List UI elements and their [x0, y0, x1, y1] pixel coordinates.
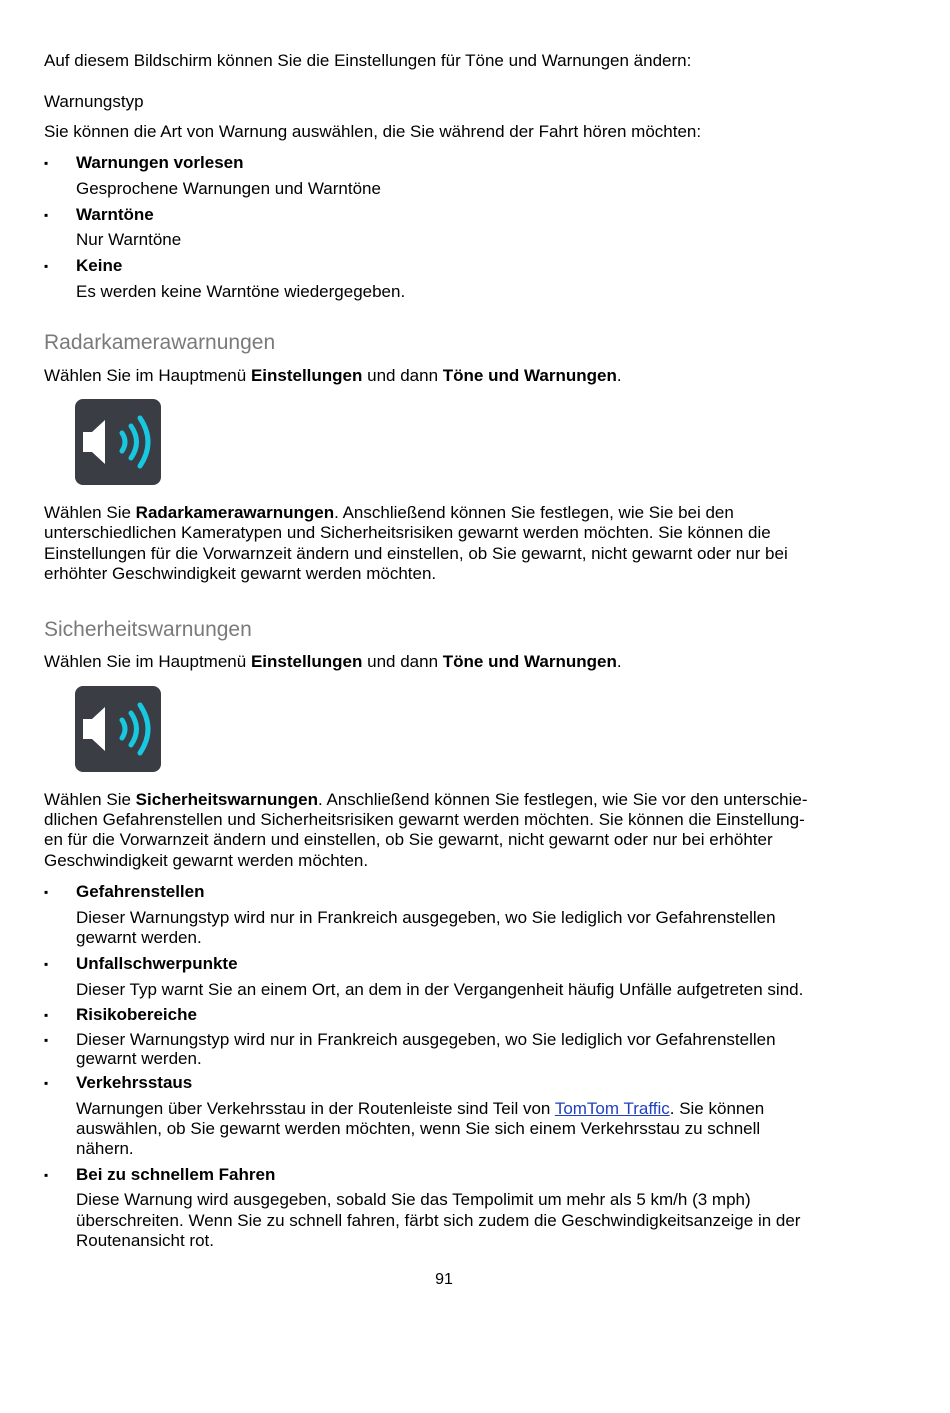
- safety-para-line-4: Geschwindigkeit gewarnt werden möchten.: [44, 851, 369, 870]
- type-title-read-aloud: Warnungen vorlesen: [76, 153, 244, 172]
- item-desc-accidents: Dieser Typ warnt Sie an einem Ort, an dem in der Vergangenheit häufig Unfälle aufgetreten sind.: [76, 980, 804, 999]
- item-desc-speeding-3: Routenansicht rot.: [76, 1231, 214, 1250]
- text: Wählen Sie im Hauptmenü: [44, 652, 251, 671]
- type-title-tones: Warntöne: [76, 205, 154, 224]
- bullet-marker: ▪: [44, 885, 49, 899]
- type-desc-tones: Nur Warntöne: [76, 230, 182, 249]
- item-desc-speeding-1: Diese Warnung wird ausgegeben, sobald Sie das Tempolimit um mehr als 5 km/h (3 mph): [76, 1190, 751, 1209]
- item-desc-traffic-jams-3: nähern.: [76, 1139, 134, 1158]
- radar-term: Radarkamerawarnungen: [135, 503, 335, 522]
- safety-menu-instruction: [44, 652, 622, 673]
- text: . Anschließend können Sie festlegen, wie Sie bei den: [334, 503, 734, 522]
- text: Wählen Sie im Hauptmenü: [44, 366, 251, 385]
- text: und dann: [362, 652, 443, 671]
- item-desc-risk-zones-2: gewarnt werden.: [76, 1049, 202, 1068]
- item-title-speeding: Bei zu schnellem Fahren: [76, 1165, 276, 1184]
- safety-term: Sicherheitswarnungen: [135, 790, 318, 809]
- item-title-hazards: Gefahrenstellen: [76, 882, 205, 901]
- speaker-sound-icon: [75, 686, 161, 772]
- bullet-marker: ▪: [44, 1168, 49, 1182]
- settings-term: Einstellungen: [250, 652, 363, 671]
- text: Warnungen über Verkehrsstau in der Routenleiste sind Teil von: [76, 1099, 555, 1118]
- bullet-marker: ▪: [44, 259, 49, 273]
- text: . Anschließend können Sie festlegen, wie Sie vor den unterschie-: [318, 790, 808, 809]
- item-desc-risk-zones-1: Dieser Warnungstyp wird nur in Frankreich ausgegeben, wo Sie lediglich vor Gefahrenstellen: [76, 1030, 776, 1049]
- text: .: [616, 366, 622, 385]
- intro-line: Auf diesem Bildschirm können Sie die Einstellungen für Töne und Warnungen ändern:: [44, 51, 692, 70]
- text: Wählen Sie: [44, 503, 136, 522]
- warning-type-desc: Sie können die Art von Warnung auswählen, die Sie während der Fahrt hören möchten:: [44, 122, 702, 141]
- bullet-marker: ▪: [44, 1076, 49, 1090]
- radar-menu-instruction: [44, 366, 622, 387]
- bullet-marker: ▪: [44, 1008, 49, 1022]
- section-heading-radar: Radarkamerawarnungen: [44, 331, 276, 354]
- type-desc-none: Es werden keine Warntöne wiedergegeben.: [76, 282, 406, 301]
- text: .: [616, 652, 622, 671]
- radar-para-line-4: erhöhter Geschwindigkeit gewarnt werden möchten.: [44, 564, 437, 583]
- item-desc-traffic-jams-2: auswählen, ob Sie gewarnt werden möchten, wenn Sie sich einem Verkehrsstau zu schnell: [76, 1119, 761, 1138]
- safety-para-line-2: dlichen Gefahrenstellen und Sicherheitsrisiken gewarnt werden möchten. Sie können die Einstellung-: [44, 810, 805, 829]
- item-desc-hazards-1: Dieser Warnungstyp wird nur in Frankreich ausgegeben, wo Sie lediglich vor Gefahrenstellen: [76, 908, 776, 927]
- safety-para-line-1: [44, 790, 808, 811]
- speaker-sound-icon: [75, 399, 161, 485]
- item-title-accidents: Unfallschwerpunkte: [76, 954, 238, 973]
- radar-para-line-2: unterschiedlichen Kameratypen und Sicherheitsrisiken gewarnt werden möchten. Sie können die: [44, 523, 771, 542]
- section-heading-safety: Sicherheitswarnungen: [44, 618, 252, 641]
- radar-para-line-1: [44, 503, 734, 524]
- item-desc-traffic-jams-1: [76, 1099, 764, 1120]
- safety-para-line-3: en für die Vorwarnzeit ändern und einstellen, ob Sie gewarnt, nicht gewarnt oder nur bei erhöhter: [44, 830, 773, 849]
- type-desc-read-aloud: Gesprochene Warnungen und Warntöne: [76, 179, 381, 198]
- settings-term: Einstellungen: [250, 366, 363, 385]
- item-desc-speeding-2: überschreiten. Wenn Sie zu schnell fahren, färbt sich zudem die Geschwindigkeitsanzeige in der: [76, 1211, 801, 1230]
- bullet-marker: ▪: [44, 156, 49, 170]
- text: Wählen Sie: [44, 790, 136, 809]
- bullet-marker: ▪: [44, 208, 49, 222]
- sounds-warnings-term: Töne und Warnungen: [442, 652, 617, 671]
- radar-para-line-3: Einstellungen für die Vorwarnzeit ändern und einstellen, ob Sie gewarnt, nicht gewarnt oder nur bei: [44, 544, 788, 563]
- item-title-risk-zones: Risikobereiche: [76, 1005, 197, 1024]
- text: und dann: [362, 366, 443, 385]
- tomtom-traffic-link[interactable]: TomTom Traffic: [554, 1099, 670, 1118]
- item-desc-hazards-2: gewarnt werden.: [76, 928, 202, 947]
- text: . Sie können: [669, 1099, 765, 1118]
- page-number: 91: [435, 1271, 453, 1288]
- type-title-none: Keine: [76, 256, 123, 275]
- sounds-warnings-term: Töne und Warnungen: [442, 366, 617, 385]
- bullet-marker: ▪: [44, 957, 49, 971]
- warning-type-label: Warnungstyp: [44, 92, 144, 111]
- bullet-marker: ▪: [44, 1033, 49, 1047]
- item-title-traffic-jams: Verkehrsstaus: [76, 1073, 193, 1092]
